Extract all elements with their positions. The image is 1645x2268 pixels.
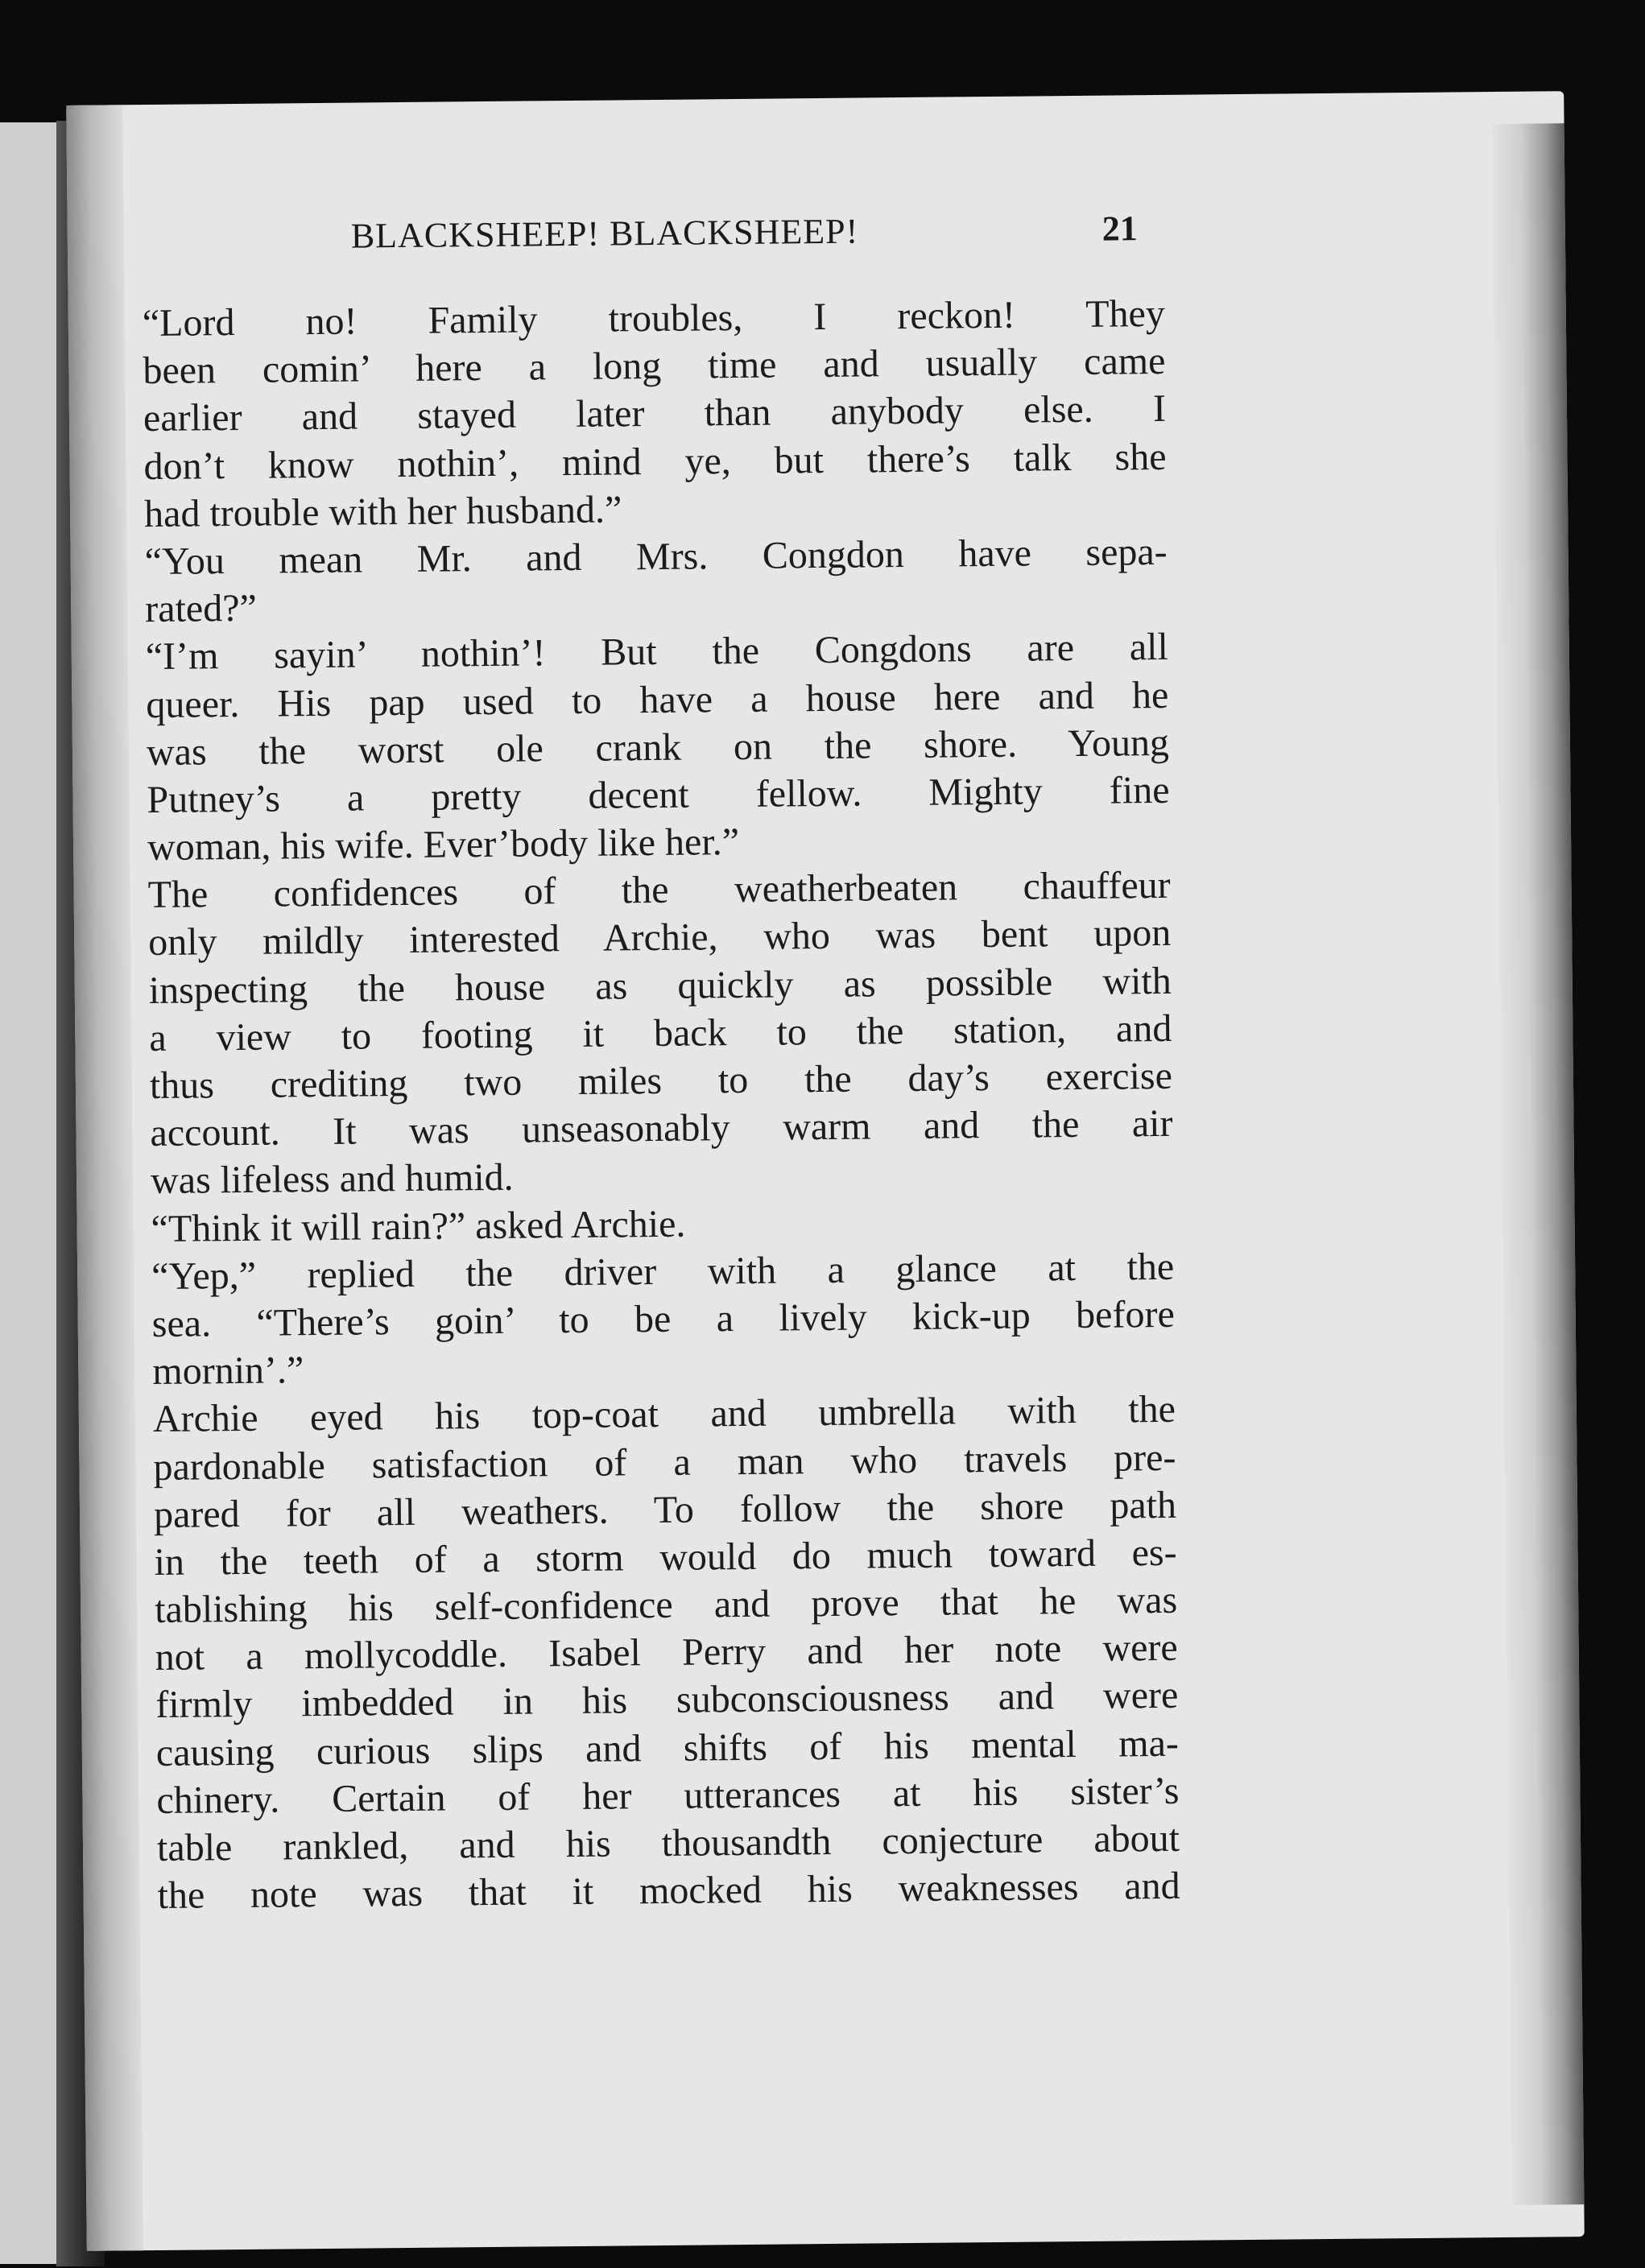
text-line: only mildly interested Archie, who was bent upon <box>147 911 1172 965</box>
text-line: not a mollycoddle. Isabel Perry and her note were <box>155 1626 1178 1679</box>
text-line: rated?” <box>145 586 258 631</box>
text-line: sea. “There’s goin’ to be a lively kick-up before <box>151 1292 1175 1345</box>
text-line: queer. His pap used to have a house here and he <box>146 673 1169 726</box>
body-text <box>143 290 1180 1919</box>
text-line: a view to footing it back to the station, and <box>149 1006 1172 1060</box>
text-line: “You mean Mr. and Mrs. Congdon have sepa- <box>144 530 1168 584</box>
text-line: account. It was unseasonably warm and the air <box>150 1102 1173 1155</box>
text-line: “Lord no! Family troubles, I reckon! They <box>142 291 1166 345</box>
text-line: The confidences of the weatherbeaten chauffeur <box>147 864 1171 917</box>
text-line: pared for all weathers. To follow the shore path <box>153 1483 1177 1536</box>
text-line: earlier and stayed later than anybody else. I <box>143 387 1167 440</box>
page-header <box>68 204 1566 283</box>
text-line: was lifeless and humid. <box>150 1156 514 1203</box>
text-line: in the teeth of a storm would do much toward es- <box>154 1531 1177 1584</box>
text-line: “Think it will rain?” asked Archie. <box>151 1202 686 1250</box>
text-line: woman, his wife. Ever’body like her.” <box>147 820 740 870</box>
text-line: mornin’.” <box>152 1349 304 1394</box>
text-line: tablishing his self-confidence and prove that he was <box>154 1578 1178 1632</box>
page-fore-edge <box>1492 123 1585 2205</box>
text-line: firmly imbedded in his subconsciousness and were <box>155 1674 1179 1727</box>
text-line: thus crediting two miles to the day’s exercise <box>149 1054 1173 1108</box>
text-line: table rankled, and his thousandth conjecture about <box>156 1816 1180 1870</box>
text-line: don’t know nothin’, mind ye, but there’s talk she <box>143 435 1167 488</box>
text-line: been comin’ here a long time and usually came <box>143 340 1166 393</box>
text-line: was the worst ole crank on the shore. Young <box>146 721 1170 774</box>
text-line: “Yep,” replied the driver with a glance at the <box>151 1245 1175 1298</box>
text-line: chinery. Certain of her utterances at his sister’s <box>156 1769 1180 1822</box>
running-head: BLACKSHEEP! BLACKSHEEP! <box>350 211 859 256</box>
text-line: pardonable satisfaction of a man who travels pre- <box>153 1436 1176 1489</box>
text-line: had trouble with her husband.” <box>143 488 622 535</box>
page-number: 21 <box>1101 209 1139 249</box>
text-line: Putney’s a pretty decent fellow. Mighty fine <box>147 768 1170 821</box>
text-line: causing curious slips and shifts of his mental ma- <box>155 1721 1180 1774</box>
book-page <box>66 91 1584 2251</box>
text-line: Archie eyed his top-coat and umbrella with the <box>152 1388 1176 1441</box>
text-line: “I’m sayin’ nothin’! But the Congdons are all <box>145 626 1169 679</box>
text-line: the note was that it mocked his weaknesses and <box>157 1865 1180 1918</box>
text-line: inspecting the house as quickly as possible with <box>148 959 1172 1012</box>
